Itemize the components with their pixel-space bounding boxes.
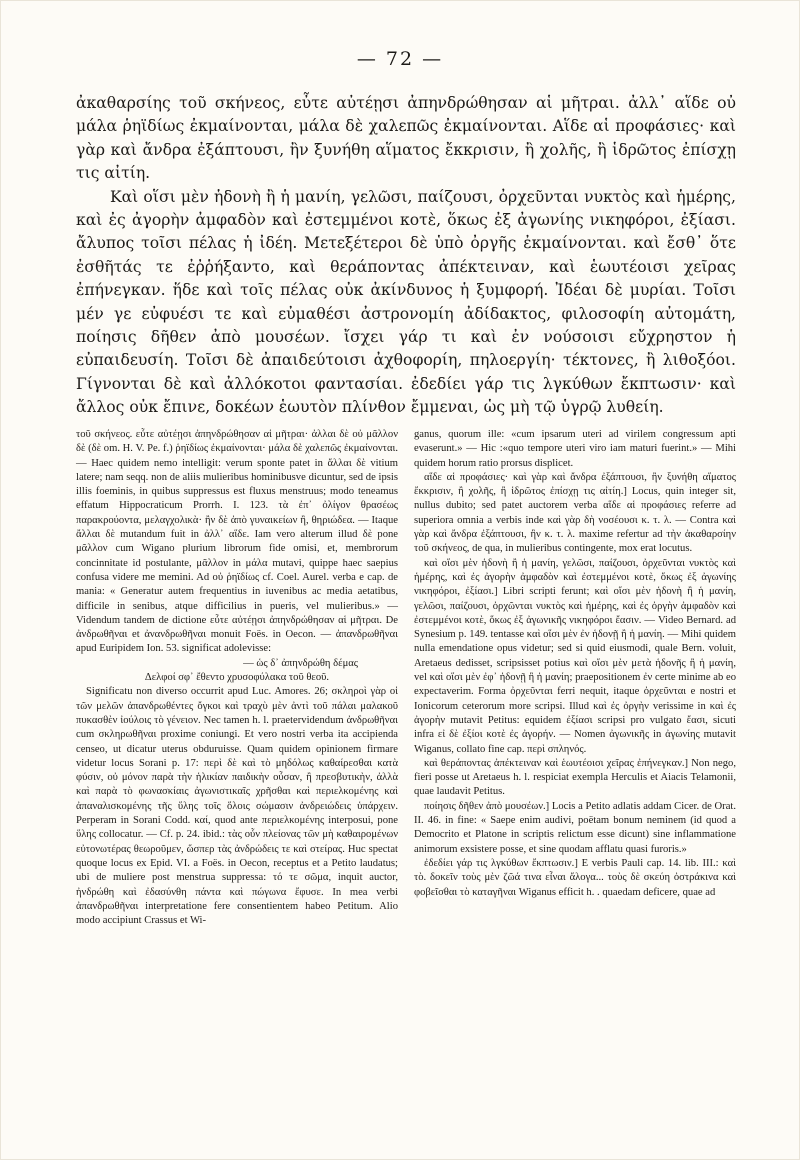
note-paragraph: καὶ θεράποντας ἀπέκτειναν καὶ ἑωυτέοισι χεῖρας ἐπήνεγκαν.] Non nego, fieri posse ut Aretaeus h. l. respiciat exempla Herculis et Aiacis Telamonii, quae laudavit Petitus.	[414, 757, 736, 798]
note-paragraph: ganus, quorum ille: «cum ipsarum uteri ad virilem congressum apti evaserunt.» — Hic :«quo tempore uteri viro iam maturi fuerint.» — Mihi quidem horum ratio prorsus displicet.	[414, 429, 736, 469]
note-paragraph: καὶ οἵσι μὲν ἡδονὴ ἢ ἡ μανίη, γελῶσι, παίζουσι, ὀρχεῦνται νυκτὸς καὶ ἡμέρης, καὶ ἐς ἀγορὴν ἀμφαδὸν καὶ ἐστεμμένοι κοτὲ, ὅκως ἐξ ἀγωνίης νικηφόροι, ἐξίασι.] Libri scripti ferunt; καὶ οἵσι μὲν ἡδονὴ ἢ ἡ μανίη, γελῶσι, παίζουσι, ὀρχῶνται νυκτὸς καὶ ἡμέρης, καὶ ἐς ὀργὴν ἀμφαδὸν καὶ ἐστεμμένοι κοτὲ, ὅκως ἐξ ἀγωνικῆς νικηφόροι ἔασιν. — Video Bernard. ad Synesium p. 149. tentasse καὶ οἵσι μὲν ἐν ἡδονῇ ἢ ἡ μανίη. — Mihi quidem nulla emendatione opus videtur; sed si quid eiusmodi, quale Bern. voluit, Aretaeus dedisset, scripsisset potius καὶ οἵσι μὲν μετὰ ἡδονῆς ἢ ἡ μανίη, vel καὶ οἵσι μὲν ἐφ᾽ ἡδονῇ ἢ ἡ μανίη; praepositionem ἐν certe minime ab eo expectaverim. Forma ὀρχεῦνται ferri nequit, itaque ὀρχεῦνται e nostri et Ionicorum ceterorum more scripsi. Illud καὶ ἐς ὀργὴν verissime in καὶ ἐς ἀγορὴν mutavit Petitus: equidem ἐξίασι scripsi pro vulgato ἔασι, sicuti infra εἰ δὲ ἐξίοι κοτὲ ἐς ἀγορήν. — Nomen ἀγωνικῆς in ἀγωνίης mutavit Wiganus, collato fine cap. περὶ σπληνός.	[414, 557, 736, 755]
page-number: — 72 —	[356, 48, 444, 70]
note-paragraph: Significatu non diverso occurrit apud Luc. Amores. 26; σκληροὶ γὰρ οἱ τῶν μελῶν ἀπανδρωθέντες ὄγκοι καὶ τραχὺ μὲν ἀντὶ τοῦ πάλαι μαλακοῦ πυκασθὲν ἰούλοις τὸ γένειον. Nec tamen h. l. praetervidendum ἀνδρωθῆναι cum σκληρωθῆναι proxime coniungi. Et vero nostri verba ita accipienda censeo, ut dicatur uterus obduruisse. Quam quidem opinionem firmare videtur locus Sorani p. 17: περὶ δὲ καὶ τὸ μηδόλως καθαίρεσθαι κατὰ φύσιν, οὐ μόνον παρὰ τὴν ἡλικίαν παιδικὴν οὖσαν, ἢ πρεσβυτικὴν, ἀλλὰ καὶ παρὰ τὸ φωνασκίαις ἀγωνιστικαῖς χρῆσθαι καὶ περιελκομένης καὶ ἀπαναλισκομένης τῆς ὕλης τοῖς ὅλοις σώμασιν ἀνδρειώδεις ὑπάρχειν. Perperam in Sorani Codd. καί, quod ante περιελκομένης interposui, pone ὕλης collocatur. — Cf. p. 24. ibid.: τὰς οὖν πλείονας τῶν μὴ καθαιρομένων εὐτονωτέρας θεωροῦμεν, ὥσπερ τὰς ἀνδρώδεις τε καὶ στείρας. Huc spectat quoque locus ex Epid. VI. a Foës. in Oecon, receptus et a Petito laudatus; ubi de muliere post menstrua suppressa: τό τε σῶμα, inquit auctor, ἠνδρώθη καὶ ἐδασύνθη πάντα καὶ πώγωνα ἔφυσε. In mea verbi ἀπανδρωθῆναι interpretatione fere consentientem habeo Petitum. Alio modo accipiunt Crassus et Wi-	[76, 686, 398, 927]
main-greek-text	[76, 92, 736, 420]
note-paragraph: αἵδε αἱ προφάσιες· καὶ γὰρ καὶ ἄνδρα ἐξάπτουσι, ἢν ξυνήθη αἵματος ἔκκρισιν, ἢ χολῆς, ἢ ἱδρῶτος ἐπίσχῃ τις αἰτίη.] Locus, quin integer sit, nullus dubito; sed patet auctorem verba αἵδε αἱ προφάσιες referre ad superiora omnia a verbis inde καὶ γὰρ δὴ νοσέουσι κ. τ. λ. — Contra καὶ γὰρ καὶ ἄνδρα ἐξάπτουσι, ἢν κ. τ. λ. maxime refertur ad τὴν ἀκαθαρσίην τοῦ σκήνεος, de qua, in mulieribus contingente, mox erat locutus.	[414, 471, 736, 555]
note-quote: Δελφοί σφ᾽ ἔθεντο χρυσοφύλακα τοῦ θεοῦ.	[144, 672, 330, 684]
note-paragraph: ποίησις δῆθεν ἀπὸ μουσέων.] Locis a Petito adlatis addam Cicer. de Orat. II. 46. in fine: « Saepe enim audivi, poëtam bonum neminem (id quod a Democrito et Platone in scriptis relictum esse dicunt) sine inflammatione animorum exsistere posse, et sine quodam afflatu quasi furoris.»	[414, 800, 736, 855]
main-paragraph-1: ἀκαθαρσίης τοῦ σκήνεος, εὖτε αὐτέῃσι ἀπηνδρώθησαν αἱ μῆτραι. ἀλλ᾽ αἵδε οὐ μάλα ῥηϊδίως ἐκμαίνονται, μάλα δὲ χαλεπῶς ἐκμαίνονται. Αἵδε αἱ προφάσιες· καὶ γὰρ καὶ ἄνδρα ἐξάπτουσι, ἢν ξυνήθη αἵματος ἔκκρισιν, ἢ χολῆς, ἢ ἱδρῶτος ἐπίσχῃ τις αἰτίη.	[76, 94, 736, 183]
commentary-notes	[76, 428, 736, 928]
note-quote: — ὡς δ᾽ ἀπηνδρώθη δέμας	[243, 657, 358, 669]
notes-left-column	[76, 428, 398, 928]
note-paragraph: ἐδεδίει γάρ τις λγκύθων ἔκπτωσιν.] E verbis Pauli cap. 14. lib. III.: καὶ τὸ. δοκεῖν τοὺς μὲν ζῶά τινα εἶναι ἄλογα... τοὺς δὲ σκεύη ὀστράκινα καὶ φοβεῖσθαι τὸ καταγῆναι Wiganus efficit h. . quaedam deficere, quae ad	[414, 857, 736, 898]
notes-right-column	[414, 428, 736, 928]
main-paragraph-2: Καὶ οἵσι μὲν ἡδονὴ ἢ ἡ μανίη, γελῶσι, παίζουσι, ὀρχεῦνται νυκτὸς καὶ ἡμέρης, καὶ ἐς ἀγορὴν ἀμφαδὸν καὶ ἐστεμμένοι κοτὲ, ὅκως ἐξ ἀγωνίης νικηφόροι, ἐξίασι. ἄλυπος τοῖσι πέλας ἡ ἰδέη. Μετεξέτεροι δὲ ὑπὸ ὀργῆς ἐκμαίνονται. καὶ ἔσθ᾽ ὅτε ἐσθῆτάς τε ἐῤῥήξαντο, καὶ θεράποντας ἀπέκτειναν, καὶ ἑωυτέοισι χεῖρας ἐπήνεγκαν. ἥδε καὶ τοῖς πέλας οὐκ ἀκίνδυνος ἡ ξυμφορή. Ἰδέαι δὲ μυρίαι. Τοῖσι μέν γε εὐφυέσι τε καὶ εὐμαθέσι ἀστρονομίη ἀδίδακτος, φιλοσοφίη αὐτομάτη, ποίησις δῆθεν ἀπὸ μουσέων. ἴσχει γάρ τι καὶ ἐν νούσοισι εὔχρηστον ἡ εὐπαιδευσίη. Τοῖσι δὲ ἀπαιδεύτοισι ἀχθοφορίη, πηλοεργίη· τέκτονες, ἢ λιθοξόοι. Γίγνονται δὲ καὶ ἀλλόκοτοι φαντασίαι. ἐδεδίει γάρ τις λγκύθων ἔκπτωσιν· καὶ ἄλλος οὐκ ἔπινε, δοκέων ἑωυτὸν πλίνθον ἔμμεναι, ὡς μὴ τῷ ὑγρῷ λυθείη.	[76, 187, 736, 417]
note-paragraph: τοῦ σκήνεος. εὖτε αὐτέῃσι ἀπηνδρώθησαν αἱ μῆτραι· ἀλλαι δὲ οὐ μᾶλλον δὲ (δὲ om. H. V. Pe. f.) ῥηϊδίως ἐκμαίνονται· μάλα δὲ χαλεπῶς ἐκμαίνονται. — Haec quidem nemo intelligit: verum sponte patet in ἄλλαι δὲ vitium latere; nam seqq. non de aliis mulieribus hominibusve dicuntur, sed de ipsis illis foeminis, in quibus suppressus est fluxus menstruus; modo teneamus effatum Hippocraticum Prorrh. I. 123. τὰ ἐπ᾽ ὀλίγον θρασέως παρακρούοντα, μελαγχολικὰ· ἢν δὲ ἀπὸ γυναικείων ἢ, θηριώδεα. — Itaque ἄλλαι δὲ mutandum fuit in ἀλλ᾽ αἵδε. Iam vero alterum illud δὲ pone μᾶλλον cum Wigano plurium librorum fide omisi, et, membrorum concinnitate id postulante, μᾶλλον in μάλα mutavi, quippe haec saepius confusa videre me memini. Ad οὐ ῥηϊδίως cf. Coel. Aurel. verba e cap. de mania: « Generatur autem frequentius in iuvenibus ac media aetatibus, difficile in senibus, atque difficilius in pueris, vel mulieribus.» — Videndum tandem de dictione εὖτε αὐτέῃσι ἀπηνδρώθησαν αἱ μῆτραι. De ἀνδρωθῆναι et ἀνανδρωθῆναι monuit Foës. in Oecon. — ἀπανδρωθῆναι apud Euripidem Ion. 53. significat adolevisse:	[76, 429, 398, 655]
